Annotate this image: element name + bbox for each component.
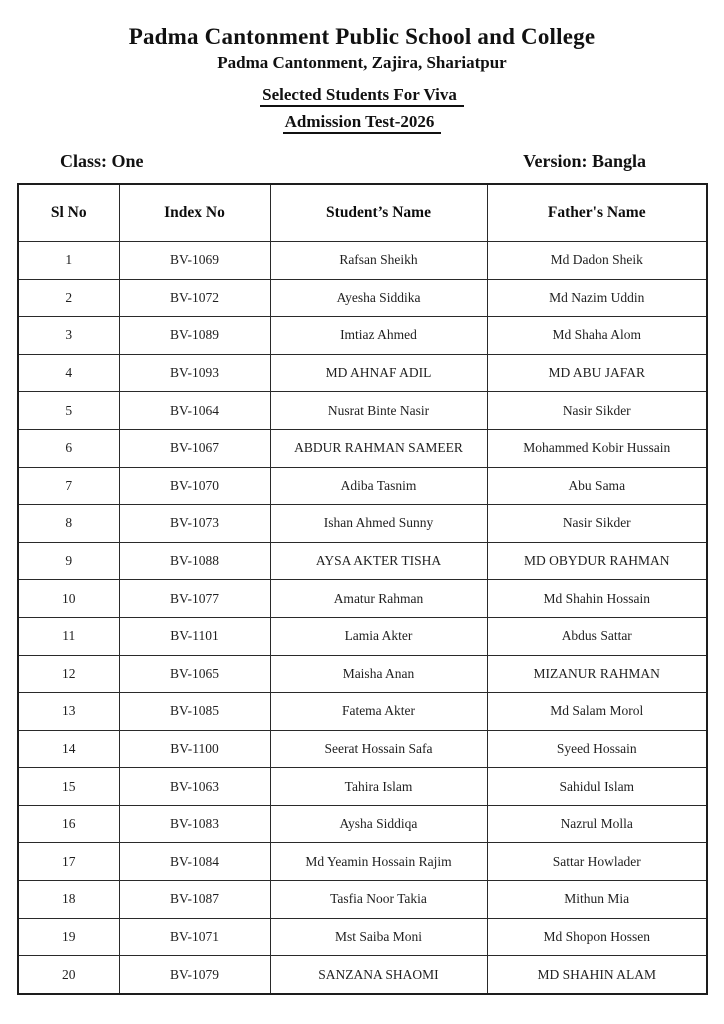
- students-table: [17, 183, 708, 995]
- school-name-title: Padma Cantonment Public School and College: [128, 24, 596, 49]
- table-row: [18, 241, 707, 279]
- cell-sl-no: 4: [18, 354, 119, 392]
- cell-index-no: BV-1069: [119, 241, 270, 279]
- cell-father-name: Md Salam Morol: [487, 693, 707, 731]
- table-row: [18, 956, 707, 994]
- table-row: [18, 279, 707, 317]
- cell-father-name: Nasir Sikder: [487, 505, 707, 543]
- table-row: [18, 655, 707, 693]
- cell-father-name: Abu Sama: [487, 467, 707, 505]
- document-header: [0, 0, 724, 134]
- cell-sl-no: 1: [18, 241, 119, 279]
- students-table-body: [18, 241, 707, 993]
- cell-student-name: Amatur Rahman: [270, 580, 487, 618]
- cell-index-no: BV-1070: [119, 467, 270, 505]
- table-row: [18, 505, 707, 543]
- table-row: [18, 354, 707, 392]
- cell-father-name: Sahidul Islam: [487, 768, 707, 806]
- table-row: [18, 843, 707, 881]
- table-row: [18, 392, 707, 430]
- cell-father-name: Abdus Sattar: [487, 617, 707, 655]
- cell-student-name: SANZANA SHAOMI: [270, 956, 487, 994]
- cell-father-name: Mithun Mia: [487, 881, 707, 919]
- subtitle-line2-wrap: [0, 113, 724, 134]
- cell-sl-no: 9: [18, 542, 119, 580]
- cell-index-no: BV-1100: [119, 730, 270, 768]
- cell-father-name: Md Shahin Hossain: [487, 580, 707, 618]
- table-row: [18, 918, 707, 956]
- subtitle-selected-students: Selected Students For Viva: [260, 86, 464, 107]
- table-row: [18, 730, 707, 768]
- cell-sl-no: 13: [18, 693, 119, 731]
- cell-father-name: Md Shaha Alom: [487, 317, 707, 355]
- cell-student-name: Tahira Islam: [270, 768, 487, 806]
- cell-index-no: BV-1064: [119, 392, 270, 430]
- cell-index-no: BV-1101: [119, 617, 270, 655]
- cell-index-no: BV-1085: [119, 693, 270, 731]
- cell-sl-no: 2: [18, 279, 119, 317]
- header-row: [18, 184, 707, 242]
- cell-father-name: Nazrul Molla: [487, 805, 707, 843]
- table-row: [18, 467, 707, 505]
- table-row: [18, 881, 707, 919]
- cell-student-name: MD AHNAF ADIL: [270, 354, 487, 392]
- cell-student-name: Nusrat Binte Nasir: [270, 392, 487, 430]
- cell-sl-no: 19: [18, 918, 119, 956]
- cell-sl-no: 11: [18, 617, 119, 655]
- cell-index-no: BV-1063: [119, 768, 270, 806]
- cell-father-name: MD ABU JAFAR: [487, 354, 707, 392]
- cell-index-no: BV-1083: [119, 805, 270, 843]
- students-table-head: [18, 184, 707, 242]
- cell-father-name: Mohammed Kobir Hussain: [487, 429, 707, 467]
- cell-student-name: ABDUR RAHMAN SAMEER: [270, 429, 487, 467]
- cell-sl-no: 15: [18, 768, 119, 806]
- version-label: Version: Bangla: [523, 150, 646, 171]
- cell-sl-no: 17: [18, 843, 119, 881]
- table-row: [18, 768, 707, 806]
- cell-index-no: BV-1084: [119, 843, 270, 881]
- cell-index-no: BV-1079: [119, 956, 270, 994]
- header-student-name: Student’s Name: [270, 184, 487, 242]
- class-label: Class: One: [60, 150, 144, 171]
- cell-father-name: Md Nazim Uddin: [487, 279, 707, 317]
- cell-father-name: Syeed Hossain: [487, 730, 707, 768]
- cell-sl-no: 5: [18, 392, 119, 430]
- cell-student-name: AYSA AKTER TISHA: [270, 542, 487, 580]
- cell-father-name: MIZANUR RAHMAN: [487, 655, 707, 693]
- cell-student-name: Fatema Akter: [270, 693, 487, 731]
- cell-sl-no: 3: [18, 317, 119, 355]
- cell-sl-no: 10: [18, 580, 119, 618]
- cell-student-name: Md Yeamin Hossain Rajim: [270, 843, 487, 881]
- table-row: [18, 693, 707, 731]
- cell-father-name: Md Shopon Hossen: [487, 918, 707, 956]
- cell-student-name: Imtiaz Ahmed: [270, 317, 487, 355]
- cell-father-name: Md Dadon Sheik: [487, 241, 707, 279]
- table-row: [18, 617, 707, 655]
- cell-index-no: BV-1077: [119, 580, 270, 618]
- cell-father-name: Nasir Sikder: [487, 392, 707, 430]
- cell-index-no: BV-1071: [119, 918, 270, 956]
- cell-student-name: Maisha Anan: [270, 655, 487, 693]
- subtitle-admission-test: Admission Test-2026: [283, 113, 442, 134]
- cell-sl-no: 8: [18, 505, 119, 543]
- cell-father-name: MD SHAHIN ALAM: [487, 956, 707, 994]
- cell-student-name: Mst Saiba Moni: [270, 918, 487, 956]
- cell-index-no: BV-1073: [119, 505, 270, 543]
- cell-index-no: BV-1087: [119, 881, 270, 919]
- cell-sl-no: 14: [18, 730, 119, 768]
- cell-student-name: Ishan Ahmed Sunny: [270, 505, 487, 543]
- table-row: [18, 580, 707, 618]
- cell-sl-no: 16: [18, 805, 119, 843]
- cell-index-no: BV-1093: [119, 354, 270, 392]
- cell-index-no: BV-1072: [119, 279, 270, 317]
- table-row: [18, 429, 707, 467]
- cell-student-name: Lamia Akter: [270, 617, 487, 655]
- header-index-no: Index No: [119, 184, 270, 242]
- cell-sl-no: 12: [18, 655, 119, 693]
- table-row: [18, 805, 707, 843]
- cell-student-name: Rafsan Sheikh: [270, 241, 487, 279]
- subtitle-line1-wrap: [0, 86, 724, 107]
- cell-student-name: Aysha Siddiqa: [270, 805, 487, 843]
- header-father-name: Father's Name: [487, 184, 707, 242]
- cell-student-name: Ayesha Siddika: [270, 279, 487, 317]
- cell-sl-no: 7: [18, 467, 119, 505]
- cell-index-no: BV-1088: [119, 542, 270, 580]
- table-row: [18, 317, 707, 355]
- cell-father-name: MD OBYDUR RAHMAN: [487, 542, 707, 580]
- school-address: Padma Cantonment, Zajira, Shariatpur: [217, 53, 507, 73]
- cell-index-no: BV-1065: [119, 655, 270, 693]
- cell-sl-no: 20: [18, 956, 119, 994]
- class-version-row: [0, 151, 724, 172]
- cell-index-no: BV-1089: [119, 317, 270, 355]
- header-sl-no: Sl No: [18, 184, 119, 242]
- cell-student-name: Tasfia Noor Takia: [270, 881, 487, 919]
- cell-father-name: Sattar Howlader: [487, 843, 707, 881]
- cell-student-name: Adiba Tasnim: [270, 467, 487, 505]
- cell-index-no: BV-1067: [119, 429, 270, 467]
- table-row: [18, 542, 707, 580]
- cell-sl-no: 18: [18, 881, 119, 919]
- cell-sl-no: 6: [18, 429, 119, 467]
- cell-student-name: Seerat Hossain Safa: [270, 730, 487, 768]
